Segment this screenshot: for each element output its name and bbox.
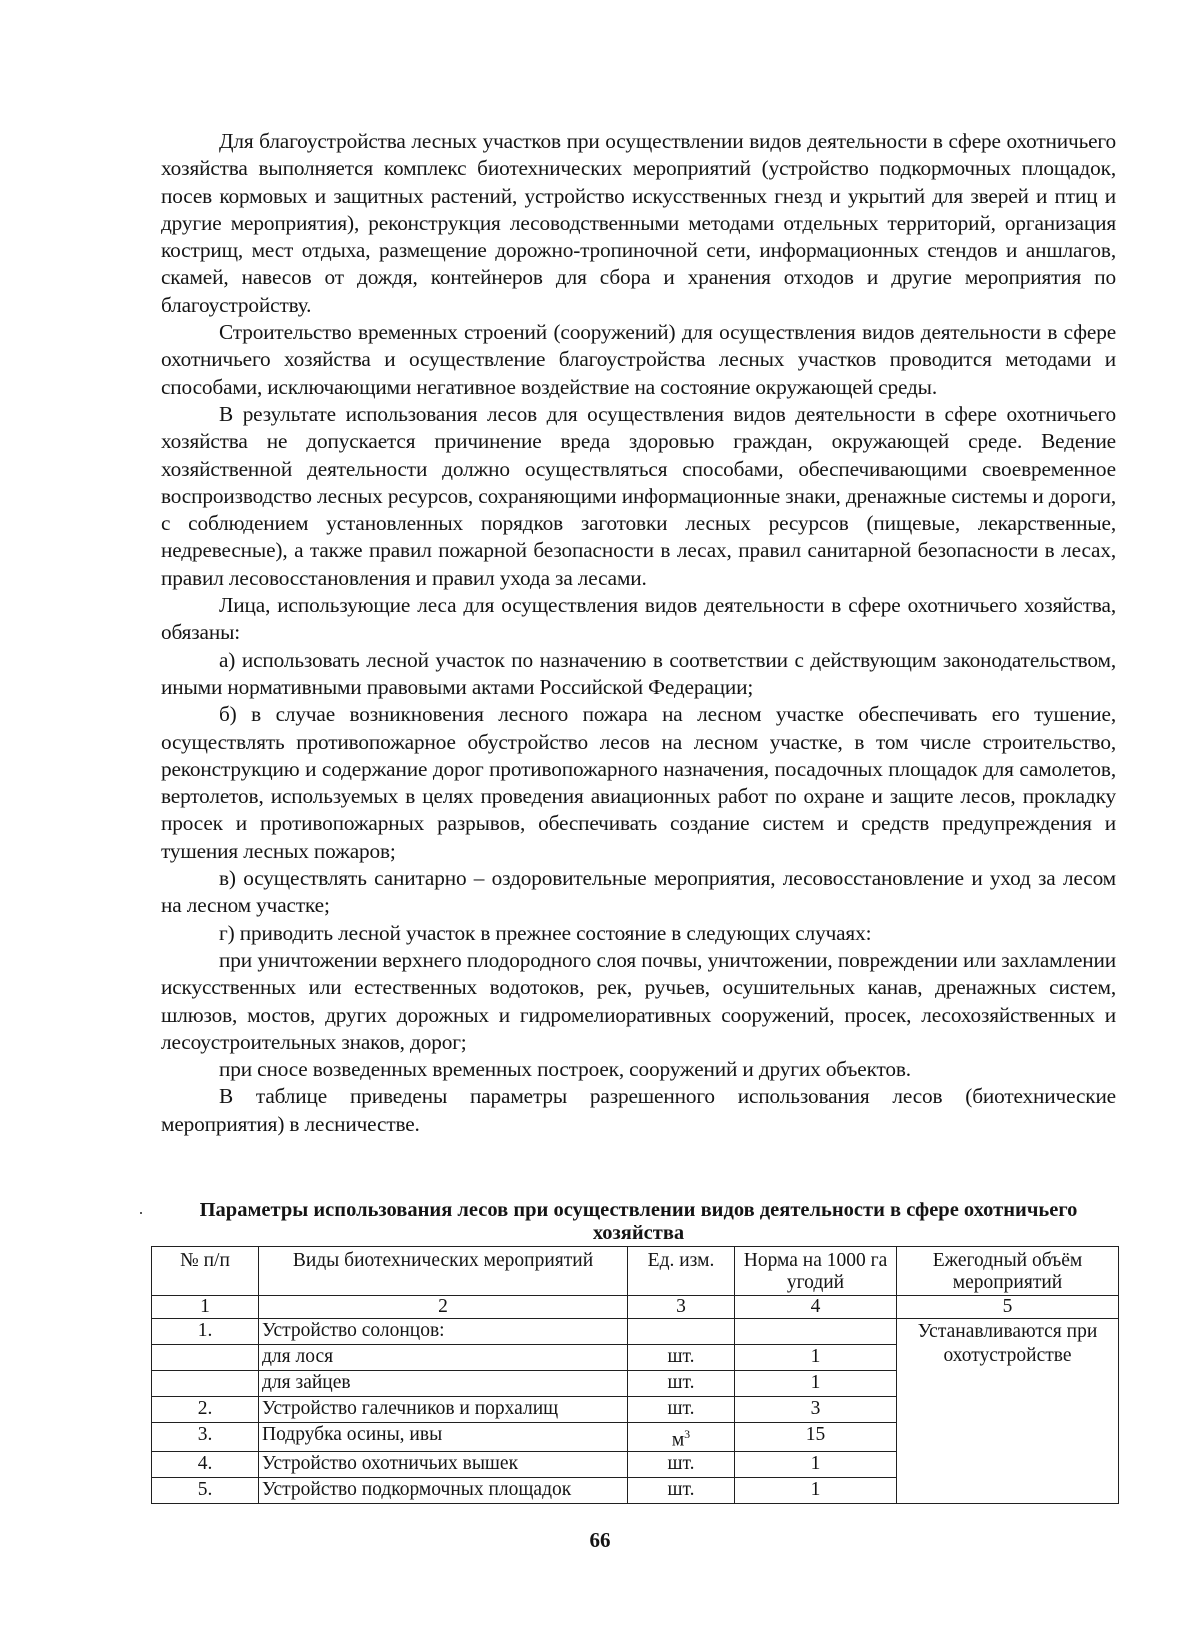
norm-cell: 3 (735, 1397, 897, 1423)
page-number: 66 (589, 1528, 611, 1552)
paragraph: а) использовать лесной участок по назначению в соответствии с действующим законодательством, иными нормативными правовыми актами Российской Федерации; (161, 647, 1116, 699)
paragraph: в) осуществлять санитарно – оздоровительные мероприятия, лесовосстановление и уход за лесом на лесном участке; (161, 866, 1116, 918)
activity-name: Устройство солонцов: (259, 1319, 628, 1345)
norm-cell: 1 (735, 1477, 897, 1503)
unit-cell: шт. (628, 1451, 735, 1477)
body-text (161, 128, 1116, 1138)
row-number: 3. (152, 1423, 259, 1452)
activity-name: Устройство подкормочных площадок (259, 1477, 628, 1503)
unit-cell: шт. (628, 1477, 735, 1503)
row-number: 2. (152, 1397, 259, 1423)
paragraph: В результате использования лесов для осуществления видов деятельности в сфере охотничьего хозяйства не допускается причинение вреда здоровью граждан, окружающей среде. Ведение хозяйственной деятельности должно осуществляться способами, обеспечивающими своевременное воспроизводство лесных ресурсов, сохраняющими информационные знаки, дренажные системы и дороги, с соблюдением установленных порядков заготовки лесных ресурсов (пищевые, лекарственные, недревесные), а также правил пожарной безопасности в лесах, правил санитарной безопасности в лесах, правил лесовосстановления и правил ухода за лесами. (161, 401, 1116, 590)
table-header-row (152, 1247, 1119, 1296)
norm-cell (735, 1319, 897, 1345)
column-number: 4 (735, 1296, 897, 1319)
paragraph: при сносе возведенных временных построек, сооружений и других объектов. (219, 1057, 911, 1082)
activity-name: для лося (259, 1345, 628, 1371)
paragraph: при уничтожении верхнего плодородного слоя почвы, уничтожении, повреждении или захламлении искусственных или естественных водотоков, рек, ручьев, осушительных канав, дренажных систем, шлюзов, мостов, других дорожных и гидромелиоративных сооружений, просек, лесохозяйственных и лесоустроительных знаков, дорог; (161, 947, 1116, 1054)
activity-name: Устройство галечников и порхалищ (259, 1397, 628, 1423)
unit-cell: шт. (628, 1371, 735, 1397)
paragraph: б) в случае возникновения лесного пожара на лесном участке обеспечивать его тушение, осуществлять противопожарное обустройство лесов на лесном участке, в том числе строительство, реконструкцию и содержание дорог противопожарного назначения, посадочных площадок для самолетов, вертолетов, используемых в целях проведения авиационных работ по охране и защите лесов, прокладку просек и противопожарных разрывов, обеспечивать создание систем и средств предупреждения и тушения лесных пожаров; (161, 702, 1116, 863)
norm-cell: 1 (735, 1345, 897, 1371)
annual-volume-cell: Устанавливаются при охотустройстве (897, 1319, 1119, 1504)
paragraph: г) приводить лесной участок в прежнее состояние в следующих случаях: (219, 920, 872, 945)
header-cell: Норма на 1000 га угодий (735, 1247, 897, 1296)
paragraph: Лица, использующие леса для осуществления видов деятельности в сфере охотничьего хозяйства, обязаны: (161, 593, 1116, 645)
scan-speck (140, 1212, 142, 1214)
paragraph: Строительство временных строений (сооружений) для осуществления видов деятельности в сфере охотничьего хозяйства и осуществление благоустройства лесных участков проводится методами и способами, исключающими негативное воздействие на состояние окружающей среды. (161, 320, 1116, 399)
table-row (152, 1319, 1119, 1345)
column-number: 1 (152, 1296, 259, 1319)
paragraph: В таблице приведены параметры разрешенного использования лесов (биотехнические мероприятия) в лесничестве. (161, 1084, 1116, 1136)
unit-cell (628, 1423, 735, 1452)
row-number (152, 1345, 259, 1371)
column-number: 2 (259, 1296, 628, 1319)
unit-text: м (671, 1429, 685, 1451)
parameters-table (151, 1246, 1119, 1504)
unit-cell: шт. (628, 1345, 735, 1371)
column-number-row (152, 1296, 1119, 1319)
row-number: 4. (152, 1451, 259, 1477)
norm-cell: 15 (735, 1423, 897, 1452)
row-number: 5. (152, 1477, 259, 1503)
unit-superscript: 3 (684, 1427, 691, 1441)
activity-name: Подрубка осины, ивы (259, 1423, 628, 1452)
table-title: Параметры использования лесов при осуществлении видов деятельности в сфере охотничьего хозяйства (199, 1199, 1078, 1244)
column-number: 3 (628, 1296, 735, 1319)
unit-cell (628, 1319, 735, 1345)
paragraph: Для благоустройства лесных участков при осуществлении видов деятельности в сфере охотничьего хозяйства выполняется комплекс биотехнических мероприятий (устройство подкормочных площадок, посев кормовых и защитных растений, устройство искусственных гнезд и укрытий для зверей и птиц и другие мероприятия), реконструкция лесоводственными методами отдельных территорий, организация кострищ, мест отдыха, размещение дорожно-тропиночной сети, информационных стендов и аншлагов, скамей, навесов от дождя, контейнеров для сбора и хранения отходов и другие мероприятия по благоустройству. (161, 129, 1116, 317)
header-cell: Ежегодный объём мероприятий (897, 1247, 1119, 1296)
row-number: 1. (152, 1319, 259, 1345)
norm-cell: 1 (735, 1371, 897, 1397)
activity-name: Устройство охотничьих вышек (259, 1451, 628, 1477)
norm-cell: 1 (735, 1451, 897, 1477)
header-cell: Ед. изм. (628, 1247, 735, 1296)
activity-name: для зайцев (259, 1371, 628, 1397)
header-cell: № п/п (152, 1247, 259, 1296)
row-number (152, 1371, 259, 1397)
column-number: 5 (897, 1296, 1119, 1319)
header-cell: Виды биотехнических мероприятий (259, 1247, 628, 1296)
unit-cell: шт. (628, 1397, 735, 1423)
